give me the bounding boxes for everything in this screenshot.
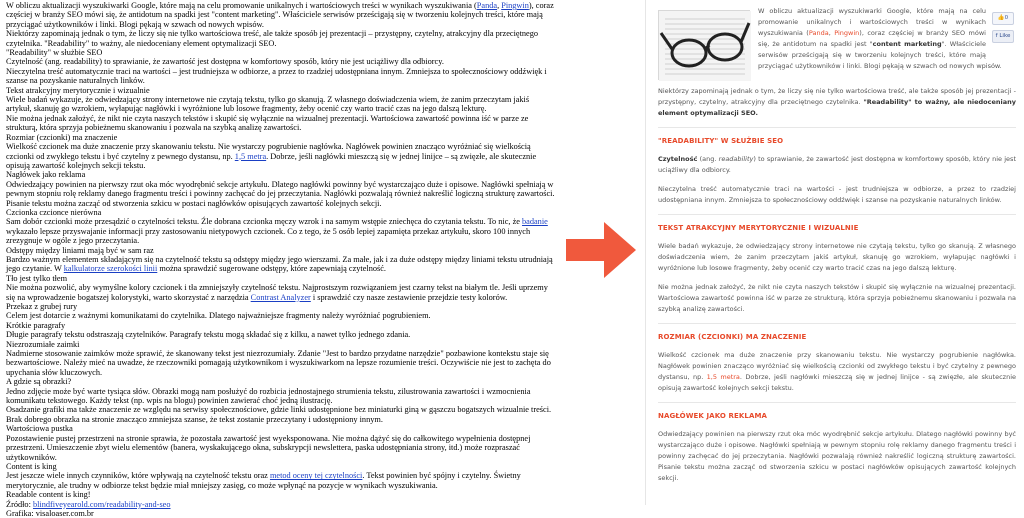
plain-paragraph: [6, 387, 555, 406]
text-run: Readable content is king!: [6, 490, 91, 500]
plain-paragraph: [6, 434, 555, 462]
text-run: Rozmiar (czcionki) ma znaczenie: [6, 132, 118, 142]
text-run: i sprawdzić czy nasze zestawienie przejdzie testy kolorów.: [310, 292, 508, 302]
text-run: Wartościowa pustka: [6, 424, 73, 434]
text-run: wykazało lepsze przyswajanie informacji przy zastosowaniu nietypowych czcionek. Co z tego, że 5 osób lepiej zapamięta przekaz artykułu, skoro 100 innych zrezygnuje w ogóle z jego przeczytania.: [6, 226, 531, 246]
text-run: Osadzanie grafiki ma także znaczenie ze względu na serwisy społecznościowe, gdzie linki udostępnione bez miniaturki giną w gąszczu bogatszych wizualnie treści. Brak dobrego obrazka na stronie znacząco zmniejsza szanse, że tekst zostanie przeczytany i udostępniony innym.: [6, 405, 552, 424]
inline-link[interactable]: Contrast Analyzer: [250, 292, 311, 302]
plain-paragraph: [6, 57, 555, 66]
text-run: Odwiedzający powinien na pierwszy rzut oka móc wyodrębnić sekcje artykułu. Dlatego nagłówki powinny być wystarczająco duże i opisowe. Nagłówki spełniają w pewnym stopniu rolę reklamy danego fragmentu treści i powinny zachęcać do jej przeczytania. Nagłówki pozwalają również nakreślić logiczną strukturę zawartości. Pisanie tekstu można zacząć od stworzenia szkicu w postaci nagłówków opisujących zawartość kolejnych sekcji.: [6, 179, 555, 208]
text-run: Grafika: visaloaser.com.br: [6, 508, 94, 518]
text-run: Jest jeszcze wiele innych czynników, które wpływają na czytelność tekstu oraz: [6, 471, 270, 481]
plain-paragraph: [6, 330, 555, 339]
text-run: Wiele badań wykazuje, że odwiedzający strony internetowe nie czytają tekstu, tylko go skanują. Z własnego doświadczenia wiem, że zanim przeczytam jakiś artykuł, skanuję go wzrokiem, wyłapując nagłówki i wyróżnione lub losowe fragmenty, żeby ocenić czy warto tracić czas na jego dalszą lekturę.: [6, 95, 530, 114]
section-heading: "READABILITY" W SŁUŻBIE SEO: [658, 137, 784, 145]
intro-paragraph-2: [658, 86, 1016, 119]
plain-paragraph: [6, 67, 555, 86]
section-divider: [658, 214, 1016, 215]
text-run: Nie można jednak założyć, że nikt nie czyta naszych tekstów i skupić się wyłącznie na wizualnej prezentacji. Wartościowa zawartość powinna iść w parze ze strukturą, która sprzyja pobieżnemu skanowaniu i pozwala na szybką analizę zawartości.: [658, 283, 1016, 313]
text-run: ) to sprawianie, że zawartość jest dostępna w komfortowy sposób, który nie jest uciążliwy dla odbiorcy.: [658, 155, 1016, 174]
plain-paragraph: [6, 170, 555, 179]
text-run: Odstępy między liniami mają być w sam raz: [6, 245, 154, 255]
plain-paragraph: [6, 246, 555, 255]
inline-link[interactable]: metod oceny tej czytelności: [269, 471, 363, 481]
text-run: Tekst atrakcyjny merytorycznie i wizualnie: [6, 85, 150, 95]
text-run: Przekaz z grubej rury: [6, 302, 78, 311]
inline-link[interactable]: Panda: [476, 1, 498, 10]
plain-paragraph: [6, 377, 555, 386]
italic-text: readability: [718, 155, 754, 163]
plain-paragraph: [6, 321, 555, 330]
text-run: Niektórzy zapominają jednak o tym, że liczy się nie tylko wartościowa treść, ale także sposób jej prezentacji - przystępny, czytelny, atrakcyjny dla przeciętnego czytelnika.: [658, 87, 1016, 106]
text-run: Czcionka czcionce nierówna: [6, 207, 102, 217]
section-paragraph: [658, 429, 1016, 484]
like-label: Like: [999, 33, 1011, 39]
plain-paragraph: [6, 133, 555, 142]
plain-paragraph: [6, 302, 555, 311]
arrow-right-icon: [566, 222, 636, 278]
plain-paragraph: [6, 217, 555, 245]
styled-article-version: [645, 0, 1024, 505]
section-heading: ROZMIAR (CZCIONKI) MA ZNACZENIE: [658, 333, 807, 341]
section-heading: TEKST ATRAKCYJNY MERYTORYCZNIE I WIZUALNIE: [658, 224, 859, 232]
text-run: Wielkość czcionek ma duże znaczenie przy skanowaniu tekstu. Nie wystarczy pogrubienie nagłówka. Nagłówek powinien znacząco wyróżniać się wielkością czcionki od zwykłego tekstu i być czytelny z pewnego dystansu, np.: [658, 351, 1016, 381]
section-paragraph: [658, 184, 1016, 206]
inline-link[interactable]: kalkulatorze szerokości linii: [63, 264, 158, 274]
plain-paragraph: [6, 311, 555, 320]
inline-link[interactable]: 1,5 metra: [706, 373, 740, 381]
plain-paragraph: [6, 340, 555, 349]
section-paragraph: [658, 241, 1016, 274]
inline-link[interactable]: badanie: [522, 217, 548, 227]
text-run: Niektórzy zapominają jednak o tym, że liczy się nie tylko wartościowa treść, ale także sposób jej prezentacji – przystępny, czytelny, atrakcyjny dla przeciętnego czytelnika. "Readability" to ważny, ale niedoceniany element optymalizacji SEO.: [6, 29, 539, 48]
text-run: ), coraz częściej w branży SEO mówi się, że antidotum na spadki jest "content marketing". Właściciele serwisów prześcigają się w tworzeniu kolejnych treści, które mają przyciągać użytkowników i linki. Blogi pękają w szwach od nowych wpisów.: [6, 1, 554, 29]
bold-text: content marketing: [872, 40, 942, 48]
text-run: Niezrozumiałe zaimki: [6, 339, 80, 349]
plain-paragraph: [6, 114, 555, 133]
section-heading: NAGŁÓWEK JAKO REKLAMA: [658, 412, 768, 420]
plain-paragraph: [6, 48, 555, 57]
plain-paragraph: [6, 283, 555, 302]
plain-paragraph: [6, 86, 555, 95]
plain-paragraph: [6, 1, 555, 29]
bold-text: Czytelność: [658, 155, 698, 163]
plain-paragraph: [6, 490, 555, 499]
plain-paragraph: [6, 208, 555, 217]
text-run: Tło jest tylko tłem: [6, 273, 68, 283]
section-divider: [658, 402, 1016, 403]
text-run: Wiele badań wykazuje, że odwiedzający strony internetowe nie czytają tekstu, tylko go skanują. Z własnego doświadczenia wiem, że zanim przeczytam jakiś artykuł, skanuję go wzrokiem, wyłapując nagłówki i wyróżnione lub losowe fragmenty, żeby ocenić czy warto tracić czas na jego dalszą lekturę.: [658, 242, 1016, 272]
text-run: Odwiedzający powinien na pierwszy rzut oka móc wyodrębnić sekcje artykułu. Dlatego nagłówki powinny być wystarczająco duże i opisowe. Nagłówki spełniają w pewnym stopniu rolę reklamy danego fragmentu treści i powinny zachęcać do jej przeczytania. Nagłówki pozwalają również nakreślić logiczną strukturę zawartości. Pisanie tekstu można zacząć od stworzenia szkicu w postaci nagłówków opisujących zawartość kolejnych sekcji.: [658, 430, 1016, 482]
text-run: Źródło:: [6, 499, 33, 509]
plain-paragraph: [6, 424, 555, 433]
text-run: Długie paragrafy tekstu odstraszają czytelników. Paragrafy tekstu mogą składać się z kilku, a nawet tylko jednego zdania.: [6, 330, 411, 340]
plain-paragraph: [6, 405, 555, 424]
text-run: Wielkość czcionek ma duże znaczenie przy skanowaniu tekstu. Nie wystarczy pogrubienie nagłówka. Nagłówek powinien znacząco wyróżniać się wielkością czcionki od zwykłego tekstu i być czytelny z pewnego dystansu, np.: [6, 142, 531, 161]
text-run: Nie można jednak założyć, że nikt nie czyta naszych tekstów i skupić się wyłącznie na wizualnej prezentacji. Wartościowa zawartość powinna iść w parze ze strukturą, która sprzyja pobieżnemu skanowaniu i pozwala na szybką analizę zawartości.: [6, 113, 529, 133]
section-paragraph: [658, 350, 1016, 394]
article-sections: [658, 127, 1016, 484]
text-run: "Readability" w służbie SEO: [6, 48, 103, 58]
text-run: Content is king: [6, 461, 57, 471]
text-run: Krótkie paragrafy: [6, 320, 66, 330]
article-intro: [658, 6, 1016, 72]
share-count-button[interactable]: [992, 12, 1014, 25]
inline-link[interactable]: Panda: [808, 29, 829, 37]
text-run: . Dobrze, jeśli nagłówki mieszczą się w jednej linijce – są zwięzłe, ale skutecznie opisują zawartość kolejnych sekcji tekstu.: [6, 151, 537, 170]
plain-paragraph: [6, 509, 555, 518]
text-run: Nieczytelna treść automatycznie traci na wartości – jest trudniejsza w odbiorze, a przez to rzadziej udostępniana innym. Zmniejsza to społecznościowy oddźwięk i szanse na pozyskanie naturalnych linków.: [6, 66, 547, 86]
text-run: . Dobrze, jeśli nagłówki mieszczą się w jednej linijce - są zwięzłe, ale skutecznie opisują zawartość kolejnych sekcji tekstu.: [658, 373, 1016, 392]
text-run: Jedno zdjęcie może być warte tysiąca słów. Obrazki mogą nam posłużyć do rozbicia jednostajnego strumienia tekstu, zilustrowania zawartości i wzmocnienia komunikatu tekstowego. Każdy tekst (np. wpis na blogu) powinien zawierać choć jedną ilustrację.: [6, 386, 531, 406]
text-run: (ang.: [697, 155, 719, 163]
inline-link[interactable]: blindfiveyearold.com/readability-and-seo: [32, 499, 171, 509]
plain-paragraph: [6, 349, 555, 377]
inline-link[interactable]: Pingwin: [501, 1, 529, 10]
text-run: A gdzie są obrazki?: [6, 377, 72, 387]
text-run: W obliczu aktualizacji wyszukiwarki Google, które mają na celu promowanie unikalnych i wartościowych treści w wynikach wyszukiwania (: [6, 1, 477, 10]
article-image: [658, 10, 750, 80]
text-run: Nadmierne stosowanie zaimków może sprawić, że skanowany tekst jest niezrozumiały. Zdanie "Jest to bardzo przydatne narzędzie" pozbawione kontekstu staje się bezwartościowe. Należy mieć na uwadze, że rzeczowniki pomagają użytkownikom i wyszukiwarkom na lepsze rozumienie treści. Oczywiście nie jest to zachęta do upychania słów kluczowych.: [6, 349, 551, 377]
text-run: ". Właściciele serwisów prześcigają się w tworzeniu kolejnych treści, które mają przyciągać użytkowników i linki. Blogi pękają w szwach od nowych wpisów.: [758, 40, 1002, 70]
text-run: można sprawdzić sugerowane odstępy, które zapewniają czytelność.: [157, 264, 386, 274]
share-count: 0: [1004, 15, 1009, 21]
text-run: ,: [828, 29, 835, 37]
text-run: Nie można pozwolić, aby wymyślne kolory czcionek i tła zmniejszyły czytelność tekstu. Najprostszym rozwiązaniem jest czarny tekst na białym tle. Jeśli uprzemy się na wprowadzenie bogatszej kolorystyki, warto skorzystać z narzędzia: [6, 283, 548, 302]
text-run: Celem jest dotarcie z ważnymi komunikatami do czytelnika. Dlatego najważniejsze fragmenty należy wyróżniać pogrubieniem.: [6, 311, 431, 321]
plain-paragraph: [6, 274, 555, 283]
social-share-box: [992, 12, 1016, 48]
text-run: ,: [497, 1, 502, 10]
bold-text: "Readability" to ważny, ale niedoceniany element optymalizacji SEO.: [658, 98, 1016, 117]
text-run: Pozostawienie pustej przestrzeni na stronie sprawia, że pozostała zawartość jest wyeksponowana. Nie można dążyć się do całkowitego wypełnienia dostępnej przestrzeni. Umieszczenie zbyt wielu elementów (banera, wyskakującego okna, subskrypcji newslettera, paska udostępniania strony, itd.) może rozpraszać użytkowników.: [6, 433, 531, 462]
facebook-like-button[interactable]: [992, 30, 1014, 43]
plain-paragraph: [6, 180, 555, 208]
inline-link[interactable]: Pingwin: [834, 29, 860, 37]
text-run: W obliczu aktualizacji wyszukiwarki Google, które mają na celu promowanie unikalnych i wartościowych treści w wynikach wyszukiwania (: [758, 7, 986, 37]
text-run: Nieczytelna treść automatycznie traci na wartości - jest trudniejsza w odbiorze, a przez to rzadziej udostępniana innym. Zmniejsza to społecznościowy oddźwięk i szanse na pozyskanie naturalnych linków.: [658, 185, 1016, 204]
facebook-icon: f: [995, 33, 998, 39]
plain-paragraph: [6, 255, 555, 274]
text-run: Sam dobór czcionki może przesądzić o czytelności tekstu. Źle dobrana czcionka męczy wzrok i na samym wstępie zniechęca do czytania tekstu. To nic, że: [6, 217, 523, 227]
inline-link[interactable]: 1,5 metra: [234, 151, 267, 161]
section-paragraph: [658, 282, 1016, 315]
section-paragraph: [658, 154, 1016, 176]
section-divider: [658, 323, 1016, 324]
text-run: . Tekst powinien być spójny i czytelny. Świetny merytorycznie, ale trudny w odbiorze tekst będzie miał mniejszy zasięg, co może wpłynąć na pozycje w wynikach wyszukiwania.: [6, 471, 521, 490]
plain-paragraph: [6, 471, 555, 490]
glasses-on-newspaper-icon: [659, 11, 751, 81]
plain-paragraph: [6, 142, 555, 170]
text-run: Nagłówek jako reklama: [6, 170, 86, 180]
text-run: ), coraz częściej w branży SEO mówi się, że antidotum na spadki jest ": [758, 29, 986, 48]
plain-paragraph: [6, 29, 555, 48]
plain-paragraph: [6, 95, 555, 114]
plain-paragraph: [6, 462, 555, 471]
section-divider: [658, 127, 1016, 128]
text-run: Czytelność (ang. readability) to sprawianie, że zawartość jest dostępna w komfortowy sposób, który nie jest uciążliwy dla odbiorcy.: [6, 57, 444, 67]
text-run: Bardzo ważnym elementem składającym się na czytelność tekstu są odstępy między jego wierszami. Za małe, jak i za duże odstępy między liniami tekstu utrudniają jego czytanie. W: [6, 254, 553, 274]
plain-paragraph: [6, 500, 555, 509]
thumbs-up-icon: 👍: [997, 15, 1005, 21]
